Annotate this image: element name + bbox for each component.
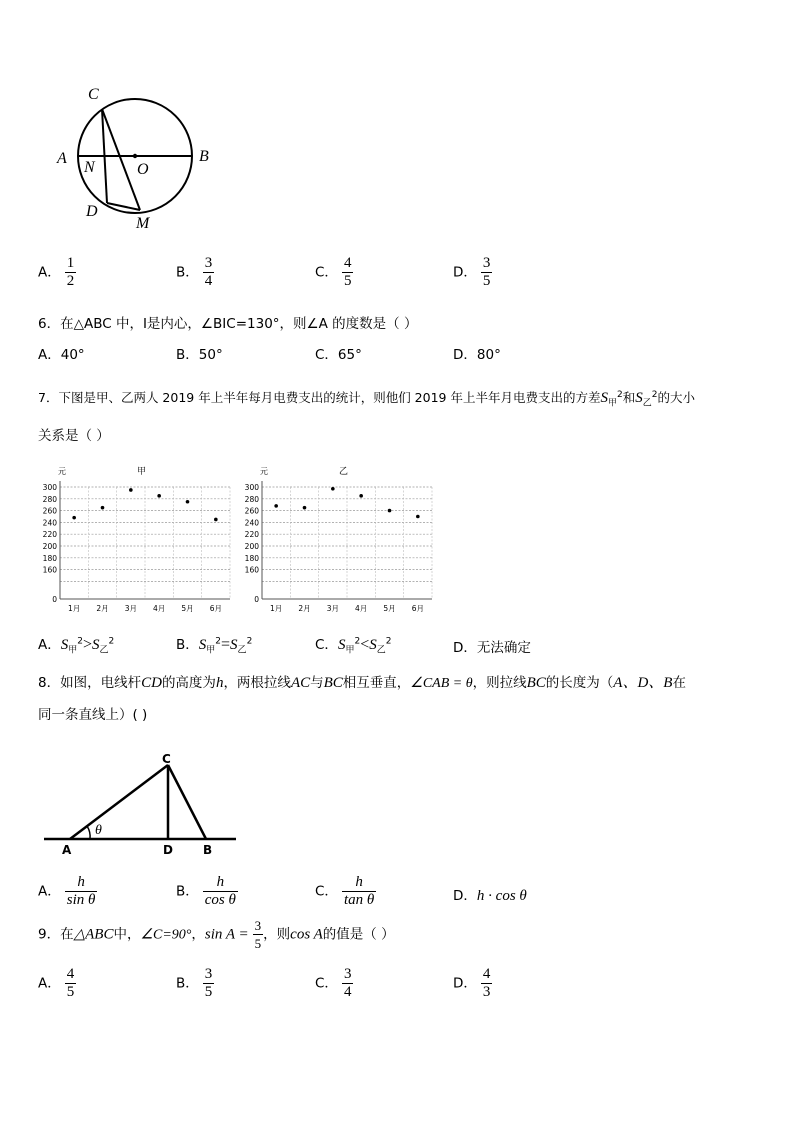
q5-option-b: B． $\frac{3}{4}$ <box>176 255 213 289</box>
x-tick-label: 1月 <box>270 604 283 613</box>
x-tick-label: 3月 <box>124 604 137 613</box>
y-tick-label: 200 <box>244 542 259 551</box>
q5-option-c: C． $\frac{4}{5}$ <box>315 255 352 289</box>
y-axis-label: 元 <box>260 467 268 476</box>
y-tick-label: 180 <box>244 553 259 563</box>
q6-question: 6．在△ABC 中，I是内心，∠BIC=130°，则∠A 的度数是（ ） <box>38 316 418 332</box>
label-A: A <box>62 843 72 857</box>
label-N: N <box>84 159 95 176</box>
x-tick-label: 5月 <box>383 604 396 613</box>
q8-question-line1: 8．如图，电线杆CD的高度为h，两根拉线AC与BC相互垂直，∠CAB = θ，则拉线BC的长度为（A、D、B在 <box>38 675 686 691</box>
y-tick-label: 300 <box>244 483 259 492</box>
data-point <box>72 516 76 520</box>
y-tick-label: 160 <box>244 565 259 575</box>
q6-option-d: D．80° <box>453 347 501 363</box>
data-point <box>303 506 307 510</box>
label-D: D <box>163 843 173 857</box>
label-theta: θ <box>95 823 102 838</box>
x-tick-label: 5月 <box>181 604 194 613</box>
y-tick-label: 240 <box>42 518 57 528</box>
q7-question-line1: 7．下图是甲、乙两人 2019 年上半年每月电费支出的统计，则他们 2019 年上半年月电费支出的方差$S_甲^2$和$S_乙^2$的大小 <box>38 389 696 409</box>
chart-title: 乙 <box>339 467 349 477</box>
label-C: C <box>88 86 99 103</box>
y-tick-label: 220 <box>244 530 259 540</box>
x-tick-label: 1月 <box>68 604 81 613</box>
y-tick-label: 160 <box>42 565 57 575</box>
x-tick-label: 6月 <box>411 604 424 613</box>
q6-option-b: B．50° <box>176 347 223 363</box>
data-point <box>101 506 105 510</box>
q8-option-b: B． $\frac{h}{\text{cos θ}}$ <box>176 874 236 908</box>
y-tick-label: 280 <box>244 494 259 504</box>
q9-option-c: C． $\frac{3}{4}$ <box>315 966 352 1000</box>
label-D: D <box>86 203 98 220</box>
pole-figure <box>38 750 248 860</box>
y-tick-label: 300 <box>42 483 57 492</box>
data-point <box>388 509 392 513</box>
q6-option-a: A．40° <box>38 347 85 363</box>
data-point <box>214 518 218 522</box>
x-tick-label: 6月 <box>209 604 222 613</box>
q7-question-line2: 关系是（ ） <box>38 428 110 444</box>
chart-jia <box>38 463 238 615</box>
q9-option-d: D． $\frac{4}{3}$ <box>453 966 491 1000</box>
y-tick-label-zero: 0 <box>254 595 259 604</box>
data-point <box>129 488 133 492</box>
y-axis-label: 元 <box>58 467 66 476</box>
y-tick-label-zero: 0 <box>52 595 57 604</box>
data-point <box>157 494 161 498</box>
q9-question: 9．在△ABC中，∠C=90°，sin A = $\frac{3}{5}$ ，则cos A的值是（ ） <box>38 918 395 951</box>
y-tick-label: 180 <box>42 553 57 563</box>
y-tick-label: 260 <box>244 506 259 516</box>
y-tick-label: 280 <box>42 494 57 504</box>
y-tick-label: 260 <box>42 506 57 516</box>
x-tick-label: 3月 <box>326 604 339 613</box>
label-C: C <box>162 752 171 766</box>
y-tick-label: 220 <box>42 530 57 540</box>
data-point <box>359 494 363 498</box>
label-B: B <box>203 843 213 857</box>
circle-figure <box>50 80 230 240</box>
data-point <box>331 487 335 491</box>
label-A: A <box>57 150 67 167</box>
q7-option-c: C．$S_甲^2<S_乙^2$ <box>315 636 392 656</box>
data-point <box>186 500 190 504</box>
q8-option-a: A． $\frac{h}{\text{sin θ}}$ <box>38 874 96 908</box>
q8-option-d: D．h · cos θ <box>453 888 527 904</box>
q5-option-d: D． $\frac{3}{5}$ <box>453 255 491 289</box>
q7-option-d: D．无法确定 <box>453 640 531 656</box>
data-point <box>274 504 278 508</box>
chart-title: 甲 <box>137 467 147 477</box>
q7-option-a: A．$S_甲^2>S_乙^2$ <box>38 636 115 656</box>
q8-question-line2: 同一条直线上）( ) <box>38 707 148 723</box>
y-tick-label: 240 <box>244 518 259 528</box>
q9-option-a: A． $\frac{4}{5}$ <box>38 966 75 1000</box>
x-tick-label: 4月 <box>153 604 166 613</box>
q8-option-c: C． $\frac{h}{\text{tan θ}}$ <box>315 874 375 908</box>
x-tick-label: 4月 <box>355 604 368 613</box>
q5-option-a: A． $\frac{1}{2}$ <box>38 255 75 289</box>
y-tick-label: 200 <box>42 542 57 551</box>
label-O: O <box>137 161 149 178</box>
data-point <box>416 515 420 519</box>
chart-yi <box>240 463 440 615</box>
label-B: B <box>199 148 209 165</box>
q7-option-b: B．$S_甲^2=S_乙^2$ <box>176 636 253 656</box>
q6-option-c: C．65° <box>315 347 362 363</box>
q9-option-b: B． $\frac{3}{5}$ <box>176 966 213 1000</box>
x-tick-label: 2月 <box>96 604 109 613</box>
label-M: M <box>136 215 150 232</box>
x-tick-label: 2月 <box>298 604 311 613</box>
